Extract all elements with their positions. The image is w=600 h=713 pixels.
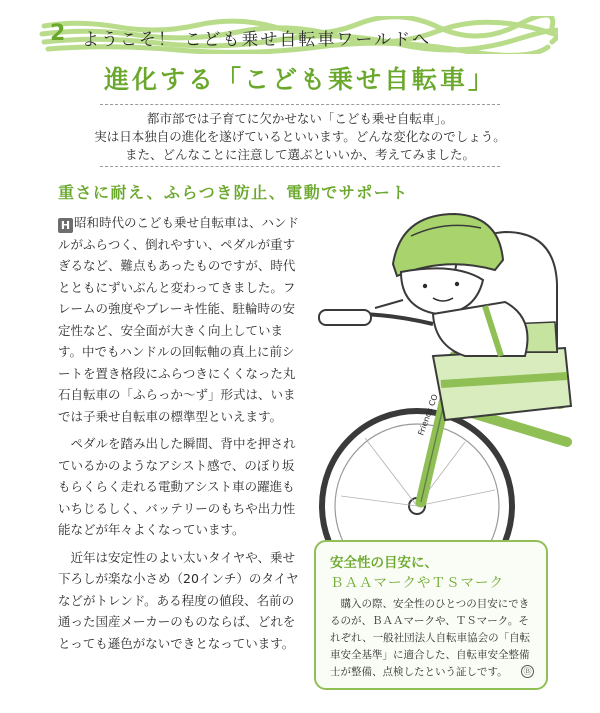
article-body [58,212,304,654]
bicycle-drawing [305,206,575,546]
chapter-header [38,16,558,54]
box-subtitle: ＢＡＡマークやＴＳマーク [330,575,504,591]
frame-logo: Friends CO [416,393,440,437]
safety-info-box [314,540,548,690]
body-paragraph [58,547,304,655]
section-heading: 重さに耐え、ふらつき防止、電動でサポート [58,183,409,202]
chapter-number: 2 [50,21,66,46]
lead-line: 都市部では子育てに欠かせない「こども乗せ自転車」。 [146,111,454,126]
b-circle-mark-icon: Ⓑ [521,665,534,678]
lead-bottom-rule [100,166,500,167]
paragraph-text: ペダルを踏み出した瞬間、背中を押されているかのようなアシスト感で、のぼり坂もらくらく走れる電動アシスト車の躍進もいちじるしく、バッテリーのもちや出力性能などが年々よくなっています。 [58,436,296,537]
handle-grip [319,310,371,325]
box-text [330,596,532,681]
page-title: 進化する「こども乗せ自転車」 [103,65,496,94]
body-paragraph [58,212,304,427]
paragraph-text: 昭和時代のこども乗せ自転車は、ハンドルがふらつく、倒れやすい、ペダルが重すぎるなど、難点もあったものですが、時代とともにずいぶんと変わってきました。フレームの強度やブレーキ性能、駐輪時の安定性など、安全面が大きく向上しています。中でもハンドルの回転軸の真上に前シートを置き格段にふらつきにくくなった丸石自転車の「ふらっか〜ず」形式は、いまでは子乗せ自転車の標準型といえます。 [58,215,300,424]
chapter-title: ようこそ！ こども乗せ自転車ワールドへ [82,30,432,50]
box-title: 安全性の目安に、 [330,555,438,571]
lead-line: また、どんなことに注意して選ぶといいか、考えてみました。 [124,147,475,162]
lead-line: 実は日本独自の進化を遂げているといいます。どんな変化なのでしょう。 [94,129,506,144]
dropcap: H [58,218,73,233]
body-paragraph [58,433,304,541]
child-bicycle-illustration [305,206,575,546]
paragraph-text: 近年は安定性のよい太いタイヤや、乗せ下ろしが楽な小さめ（20インチ）のタイヤなどがトレンド。ある程度の値段、名前の通った国産メーカーのものならば、どれをとっても遜色がないできとなっています。 [58,549,299,651]
lead-top-rule [100,104,500,105]
helmet [393,214,503,276]
lead-text [90,110,510,164]
box-text-body: 購入の際、安全性のひとつの目安にできるのが、ＢＡＡマークや、ＴＳマーク。それぞれ、一般社団法人自転車協会の「自転車安全基準」に適合した、自転車安全整備士が整備、点検したという証しです。 [330,598,531,678]
